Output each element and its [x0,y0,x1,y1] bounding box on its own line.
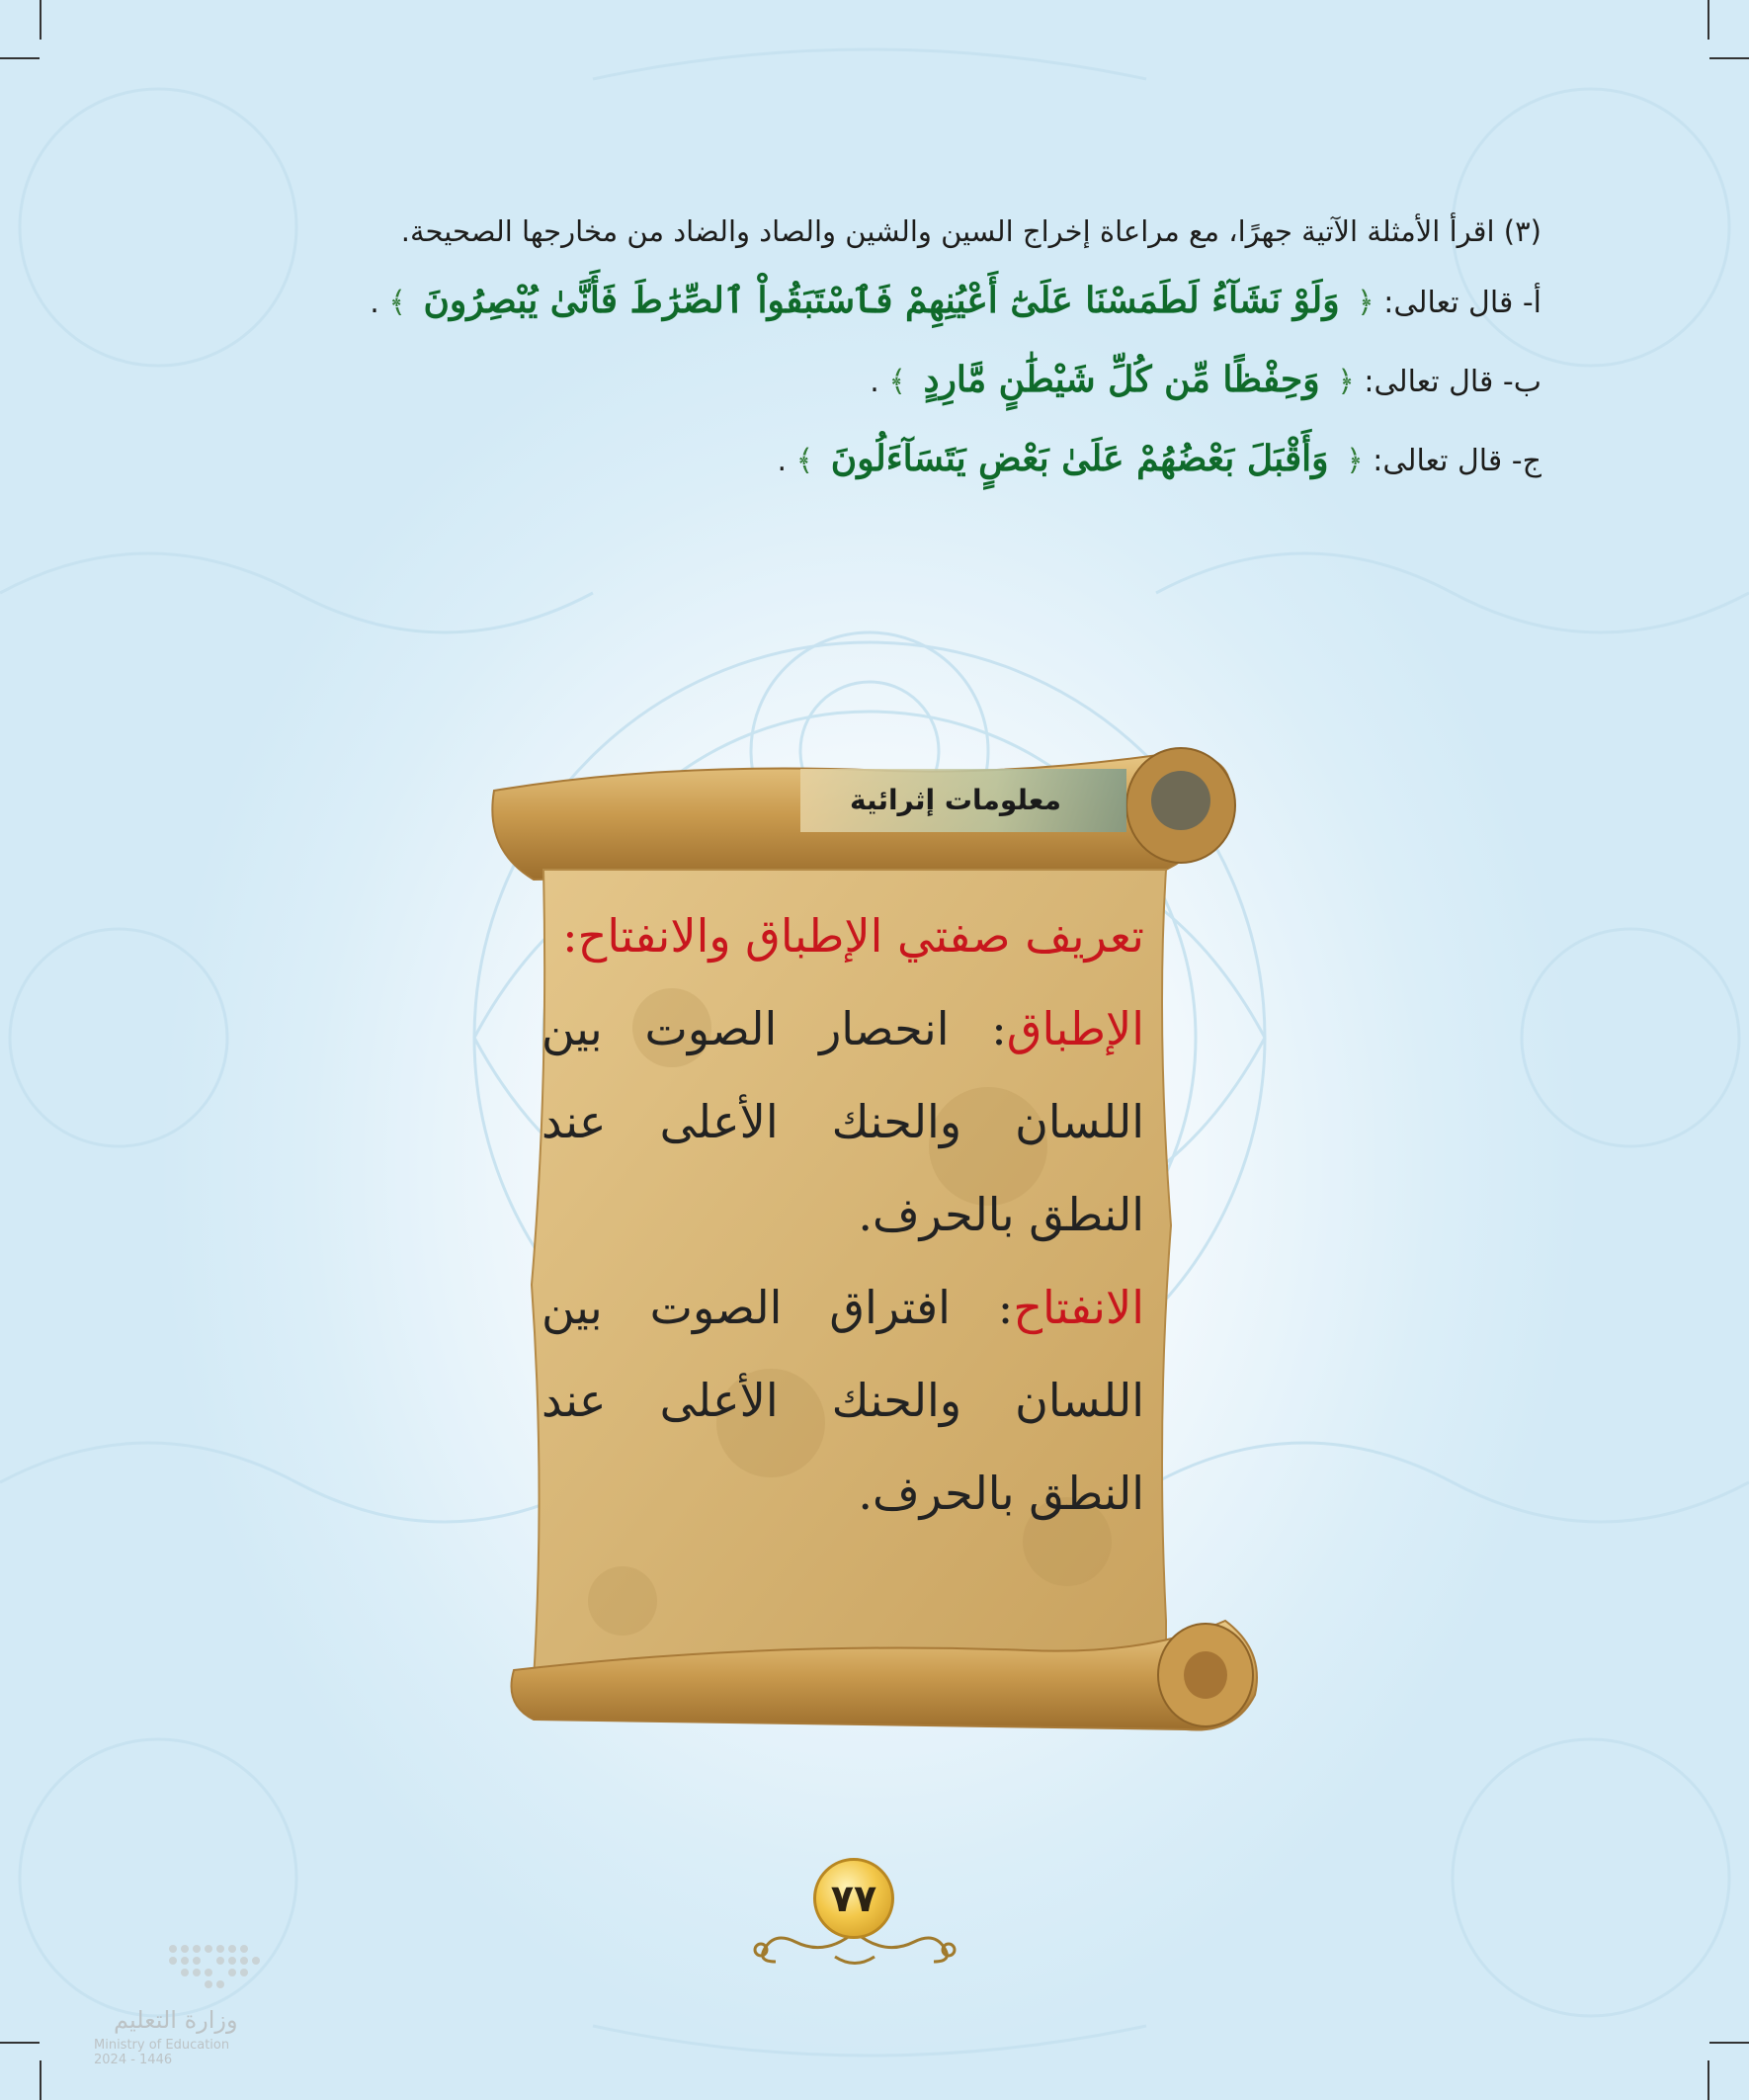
scroll-body [541,889,1144,1540]
example-label: ب- قال تعالى: [1364,365,1541,399]
crop-mark [1709,57,1749,59]
end-punctuation: . [370,286,379,320]
crop-mark [1709,2042,1749,2044]
quran-verse: وَأَقْبَلَ بَعْضُهُمْ عَلَىٰ بَعْضٍ يَتَسَآءَلُونَ [830,438,1329,479]
page-number: ٧٧ [813,1858,894,1939]
ministry-name-en: Ministry of Education [94,2038,230,2053]
ministry-logo [94,2006,272,2067]
definition-itbaq [541,982,1144,1261]
ministry-logo-icon [163,1939,262,1996]
crop-mark [0,2042,40,2044]
edition-year: 2024 - 1446 [94,2053,173,2067]
crop-mark [1707,2060,1709,2100]
example-label: أ- قال تعالى: [1383,286,1541,320]
example-item [198,350,1541,429]
quran-verse: وَلَوْ نَشَآءُ لَطَمَسْنَا عَلَىٰٓ أَعْيُنِهِمْ فَٱسْتَبَقُواْ ٱلصِّرَٰطَ فَأَنَّىٰ يُبْصِرُونَ [423,280,1340,321]
crop-mark [40,0,42,40]
example-label: ج- قال تعالى: [1373,444,1541,478]
exercise-instruction: (٣) اقرأ الأمثلة الآتية جهرًا، مع مراعاة إخراج السين والشين والصاد والضاد من مخارجها الصحيحة. [400,214,1541,248]
example-item [198,429,1541,508]
end-punctuation: . [777,444,788,478]
definition-infitah [541,1261,1144,1540]
quran-open-ornament: ﴿ [1346,444,1364,478]
crop-mark [0,57,40,59]
quran-close-ornament: ﴾ [388,286,406,320]
itbaq-definition-text: : انحصار الصوت بين اللسان والحنك الأعلى عند النطق بالحرف. [541,1002,1144,1241]
quran-close-ornament: ﴾ [795,444,814,478]
end-punctuation: . [870,365,879,399]
quran-verse: وَحِفْظًا مِّن كُلِّ شَيْطَٰنٍ مَّارِدٍ [923,359,1320,400]
quran-open-ornament: ﴿ [1337,365,1355,399]
exercise-section [198,210,1541,508]
crop-mark [1707,0,1709,40]
term-infitah: الانفتاح [1013,1281,1144,1334]
ministry-name-ar: وزارة التعليم [114,2006,238,2034]
infitah-definition-text: : افتراق الصوت بين اللسان والحنك الأعلى عند النطق بالحرف. [541,1281,1144,1520]
example-item [198,271,1541,350]
scroll-heading: تعريف صفتي الإطباق والانفتاح: [562,909,1144,963]
scroll-title: معلومات إثرائية [850,784,1061,816]
term-itbaq: الإطباق [1006,1002,1144,1055]
crop-mark [40,2060,42,2100]
quran-close-ornament: ﴾ [888,365,906,399]
quran-open-ornament: ﴿ [1357,286,1374,320]
